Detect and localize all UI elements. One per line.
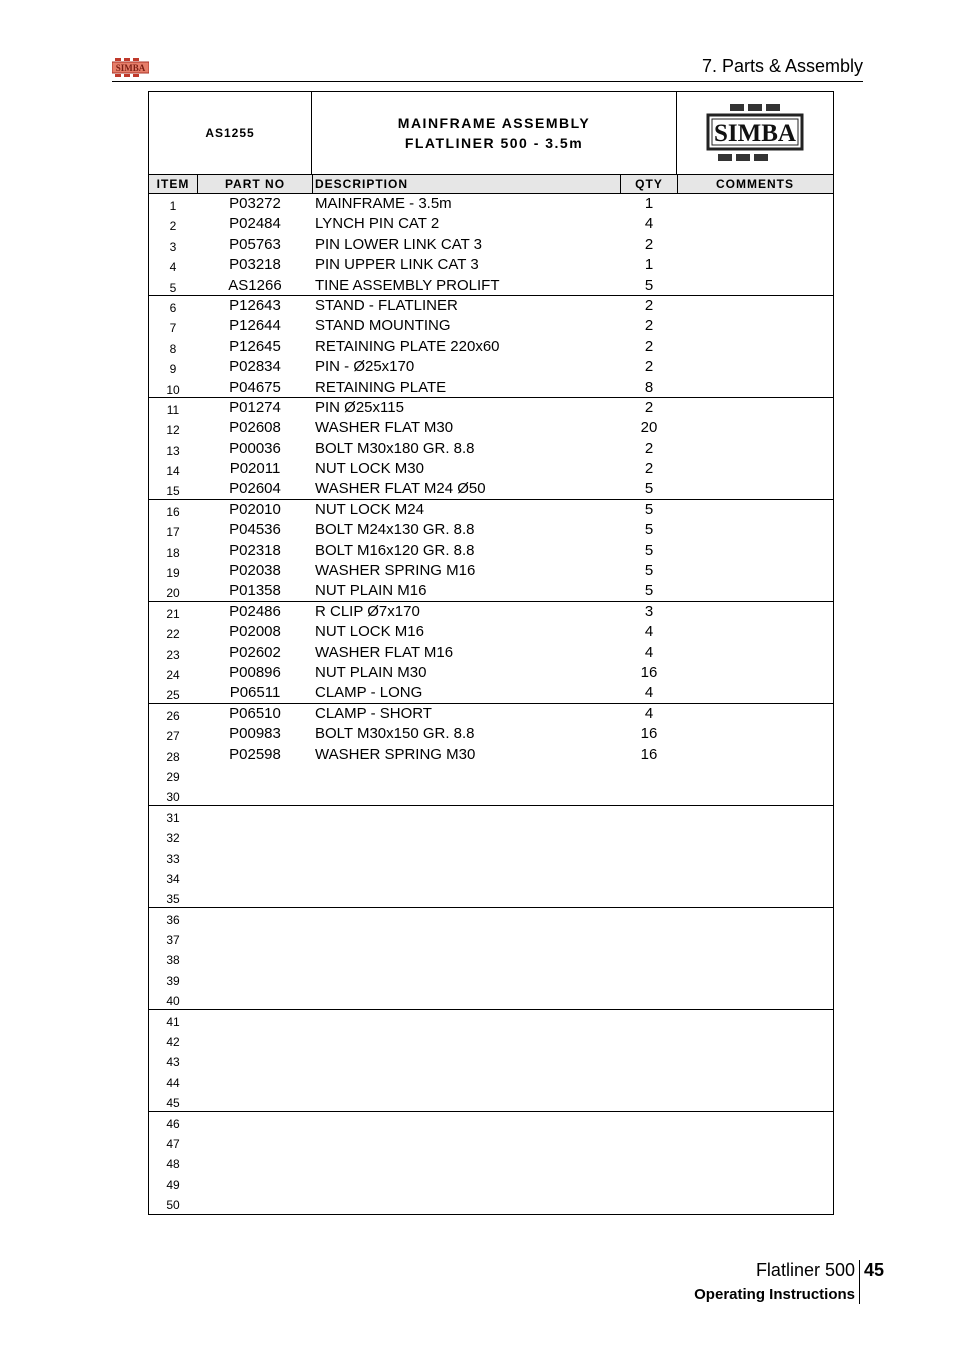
part-number: P01274 (229, 398, 281, 416)
part-number: P03272 (229, 195, 281, 212)
item-number: 50 (166, 1198, 180, 1213)
table-row (149, 378, 833, 398)
item-number: 13 (166, 443, 180, 458)
item-number: 18 (166, 545, 180, 560)
table-row (149, 745, 833, 765)
table-row (149, 928, 833, 948)
table-row (149, 398, 833, 418)
part-quantity: 16 (640, 745, 658, 763)
assembly-title-line1: MAINFRAME ASSEMBLY (397, 115, 591, 131)
table-row (149, 969, 833, 989)
item-number: 40 (166, 994, 180, 1009)
part-description: TINE ASSEMBLY PROLIFT (315, 276, 500, 294)
table-row (149, 479, 833, 499)
part-description: NUT LOCK M30 (315, 460, 424, 478)
simba-logo-icon (112, 58, 149, 78)
item-number: 33 (166, 851, 180, 866)
simba-logo-text: SIMBA (714, 120, 796, 147)
item-number: 28 (166, 749, 180, 764)
table-row (149, 296, 833, 316)
simba-brand-logo (677, 92, 833, 174)
table-row (149, 541, 833, 561)
table-row (149, 867, 833, 887)
part-quantity: 4 (644, 684, 654, 702)
table-row (149, 826, 833, 846)
item-number: 44 (166, 1075, 180, 1090)
part-number: P01358 (229, 582, 281, 600)
part-description: PIN LOWER LINK CAT 3 (315, 235, 482, 253)
header-divider (112, 81, 863, 82)
table-row (149, 1173, 833, 1193)
item-number: 27 (166, 729, 180, 744)
table-row (149, 337, 833, 357)
table-row (149, 785, 833, 805)
part-quantity: 2 (644, 337, 654, 355)
table-row (149, 704, 833, 724)
table-row (149, 1091, 833, 1111)
part-quantity: 2 (644, 460, 654, 478)
item-number: 42 (166, 1035, 180, 1050)
assembly-title-line2: FLATLINER 500 - 3.5m (404, 135, 584, 151)
table-row (149, 1050, 833, 1070)
item-number: 37 (166, 933, 180, 948)
part-number: P02010 (229, 500, 281, 518)
table-row (149, 520, 833, 540)
part-number: P02484 (229, 215, 281, 233)
table-row (149, 908, 833, 928)
item-number: 2 (169, 219, 177, 234)
part-description: PIN - Ø25x170 (315, 358, 415, 376)
item-number: 6 (169, 300, 177, 315)
table-row (149, 418, 833, 438)
part-quantity: 2 (644, 296, 654, 314)
item-number: 43 (166, 1055, 180, 1070)
item-number: 22 (166, 627, 180, 642)
part-quantity: 4 (644, 215, 654, 233)
item-number: 36 (166, 912, 180, 927)
table-row (149, 276, 833, 296)
part-quantity: 20 (640, 419, 658, 437)
part-quantity: 3 (644, 602, 654, 620)
part-description: PIN UPPER LINK CAT 3 (315, 256, 479, 274)
part-number: P03218 (229, 256, 281, 274)
part-quantity: 5 (644, 582, 654, 600)
part-quantity: 8 (644, 378, 654, 396)
table-row (149, 1010, 833, 1030)
table-row (149, 500, 833, 520)
table-row (149, 847, 833, 867)
part-quantity: 4 (644, 704, 654, 722)
part-description: WASHER FLAT M30 (315, 419, 454, 437)
part-number: P02834 (229, 358, 281, 376)
item-number: 4 (169, 260, 177, 275)
assembly-number: AS1255 (149, 92, 312, 174)
item-number: 7 (169, 321, 177, 336)
item-number: 32 (166, 831, 180, 846)
table-row (149, 765, 833, 785)
parts-table-body (149, 194, 833, 1214)
part-number: P02008 (229, 623, 281, 641)
table-row (149, 1112, 833, 1132)
part-description: STAND MOUNTING (315, 317, 451, 335)
column-header-row (149, 174, 833, 194)
table-row (149, 887, 833, 907)
item-number: 14 (166, 464, 180, 479)
item-number: 41 (166, 1014, 180, 1029)
part-description: BOLT M24x130 GR. 8.8 (315, 521, 475, 539)
column-description: DESCRIPTION (315, 177, 409, 191)
item-number: 11 (166, 402, 180, 417)
item-number: 46 (166, 1116, 180, 1131)
part-description: BOLT M30x150 GR. 8.8 (315, 725, 475, 743)
part-description: PIN Ø25x115 (315, 398, 404, 416)
part-description: RETAINING PLATE 220x60 (315, 337, 500, 355)
column-comments: COMMENTS (716, 177, 794, 191)
part-quantity: 2 (644, 358, 654, 376)
title-block (149, 92, 833, 174)
item-number: 26 (166, 708, 180, 723)
assembly-title (312, 92, 677, 174)
part-description: BOLT M16x120 GR. 8.8 (315, 541, 475, 559)
part-description: LYNCH PIN CAT 2 (315, 215, 440, 233)
item-number: 30 (166, 790, 180, 805)
part-number: P02318 (229, 541, 281, 559)
part-description: STAND - FLATLINER (315, 296, 458, 314)
part-description: CLAMP - SHORT (315, 704, 432, 722)
part-quantity: 5 (644, 480, 654, 498)
item-number: 29 (166, 769, 180, 784)
part-quantity: 5 (644, 276, 654, 294)
table-row (149, 724, 833, 744)
part-number: P00983 (229, 725, 281, 743)
page-number: 45 (864, 1260, 885, 1280)
column-item: ITEM (156, 177, 190, 191)
item-number: 47 (166, 1136, 180, 1151)
part-quantity: 1 (644, 256, 654, 274)
table-row (149, 357, 833, 377)
part-quantity: 1 (644, 195, 654, 212)
footer-divider (859, 1260, 860, 1304)
item-number: 31 (166, 810, 180, 825)
part-number: P02486 (229, 602, 281, 620)
table-row (149, 235, 833, 255)
table-row (149, 255, 833, 275)
item-number: 49 (166, 1177, 180, 1192)
item-number: 25 (166, 688, 180, 703)
part-quantity: 2 (644, 398, 654, 416)
item-number: 5 (169, 280, 177, 295)
part-quantity: 4 (644, 643, 654, 661)
part-number: P00896 (229, 663, 281, 681)
table-row (149, 683, 833, 703)
table-row (149, 1193, 833, 1213)
table-row (149, 1132, 833, 1152)
part-number: AS1266 (228, 276, 282, 294)
item-number: 39 (166, 973, 180, 988)
section-title: 7. Parts & Assembly (701, 56, 863, 76)
part-quantity: 4 (644, 623, 654, 641)
item-number: 10 (166, 382, 180, 397)
footer-product: Flatliner 500 (755, 1260, 855, 1280)
svg-text:SIMBA: SIMBA (115, 63, 146, 73)
item-number: 21 (166, 606, 180, 621)
table-row (149, 948, 833, 968)
item-number: 19 (166, 566, 180, 581)
item-number: 34 (166, 871, 180, 886)
part-number: P12645 (229, 337, 281, 355)
part-description: NUT LOCK M24 (315, 500, 424, 518)
table-row (149, 316, 833, 336)
part-quantity: 2 (644, 235, 654, 253)
part-number: P02604 (229, 480, 281, 498)
column-qty: QTY (635, 177, 663, 191)
part-description: WASHER SPRING M30 (315, 745, 476, 763)
part-number: P05763 (229, 235, 281, 253)
part-description: MAINFRAME - 3.5m (315, 195, 452, 212)
item-number: 23 (166, 647, 180, 662)
item-number: 1 (169, 199, 177, 213)
item-number: 8 (169, 341, 177, 356)
table-row (149, 214, 833, 234)
part-quantity: 16 (640, 663, 658, 681)
part-number: P02598 (229, 745, 281, 763)
column-part-no: PART NO (224, 177, 286, 191)
table-row (149, 806, 833, 826)
table-row (149, 581, 833, 601)
table-row (149, 194, 833, 214)
parts-sheet (148, 91, 834, 1215)
table-row (149, 1071, 833, 1091)
part-number: P12644 (229, 317, 281, 335)
item-number: 9 (169, 362, 177, 377)
table-row (149, 663, 833, 683)
table-row (149, 622, 833, 642)
part-quantity: 5 (644, 500, 654, 518)
item-number: 16 (166, 504, 180, 519)
part-number: P02602 (229, 643, 281, 661)
part-description: WASHER SPRING M16 (315, 562, 476, 580)
footer-subtitle: Operating Instructions (694, 1286, 855, 1303)
part-quantity: 5 (644, 521, 654, 539)
item-number: 12 (166, 423, 180, 438)
part-description: CLAMP - LONG (315, 684, 423, 702)
part-number: P02608 (229, 419, 281, 437)
part-description: RETAINING PLATE (315, 378, 447, 396)
part-description: BOLT M30x180 GR. 8.8 (315, 439, 475, 457)
item-number: 17 (166, 525, 180, 540)
item-number: 24 (166, 667, 180, 682)
part-number: P12643 (229, 296, 281, 314)
part-quantity: 5 (644, 562, 654, 580)
part-quantity: 16 (640, 725, 658, 743)
part-number: P02038 (229, 562, 281, 580)
part-description: R CLIP Ø7x170 (315, 602, 420, 620)
part-number: P02011 (229, 460, 281, 478)
part-number: P06510 (229, 704, 281, 722)
part-quantity: 5 (644, 541, 654, 559)
part-number: P00036 (229, 439, 281, 457)
part-description: NUT PLAIN M30 (315, 663, 427, 681)
table-row (149, 643, 833, 663)
table-row (149, 459, 833, 479)
table-row (149, 561, 833, 581)
part-description: WASHER FLAT M16 (315, 643, 454, 661)
part-number: P04675 (229, 378, 281, 396)
column-divider (312, 175, 313, 194)
part-description: WASHER FLAT M24 Ø50 (315, 480, 486, 498)
item-number: 45 (166, 1096, 180, 1111)
item-number: 20 (166, 586, 180, 601)
item-number: 38 (166, 953, 180, 968)
item-number: 15 (166, 484, 180, 499)
table-row (149, 602, 833, 622)
table-row (149, 1030, 833, 1050)
part-description: NUT LOCK M16 (315, 623, 424, 641)
part-number: P04536 (229, 521, 281, 539)
item-number: 35 (166, 892, 180, 907)
part-quantity: 2 (644, 317, 654, 335)
item-number: 48 (166, 1157, 180, 1172)
table-row (149, 439, 833, 459)
table-row (149, 1152, 833, 1172)
part-number: P06511 (229, 684, 281, 702)
part-description: NUT PLAIN M16 (315, 582, 427, 600)
item-number: 3 (169, 239, 177, 254)
part-quantity: 2 (644, 439, 654, 457)
table-row (149, 989, 833, 1009)
